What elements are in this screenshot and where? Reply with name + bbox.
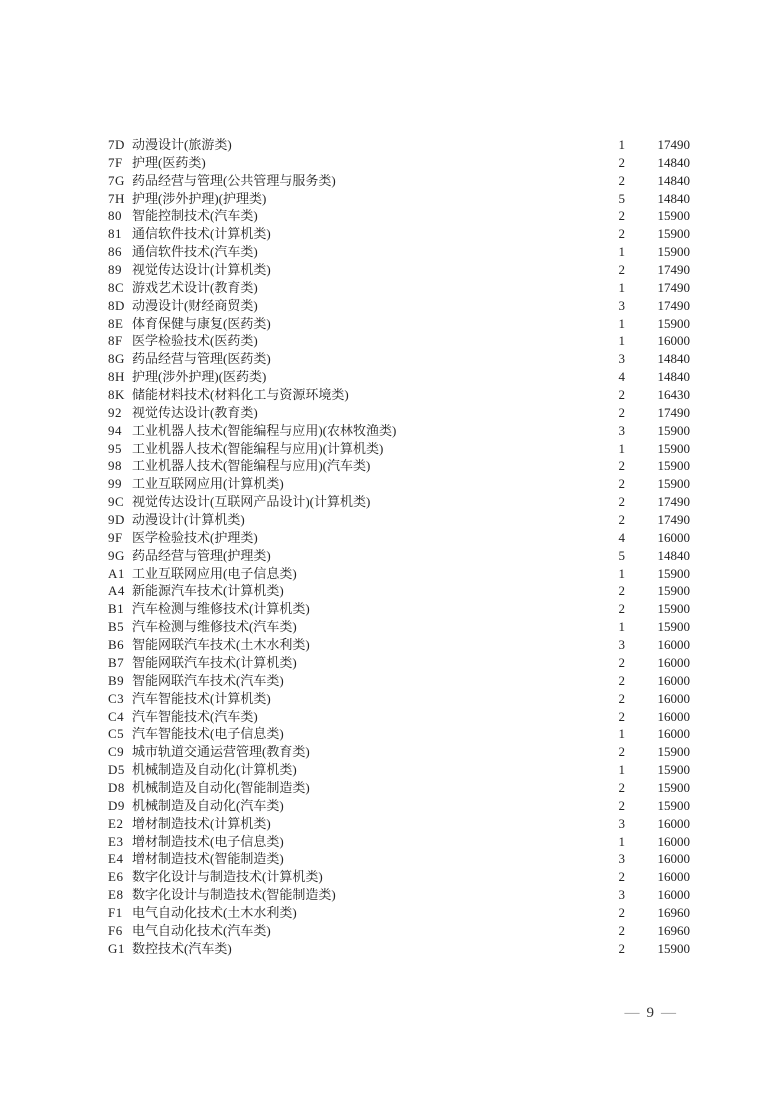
tuition-fee: 14840 [657, 172, 690, 188]
plan-count: 3 [618, 851, 625, 867]
plan-count: 3 [618, 815, 625, 831]
program-code: E2 [108, 815, 124, 831]
program-code: B1 [108, 601, 125, 617]
plan-count: 1 [618, 726, 625, 742]
plan-count: 3 [618, 887, 625, 903]
plan-count: 5 [618, 547, 625, 563]
program-code: 95 [108, 440, 122, 456]
program-code: C5 [108, 726, 125, 742]
tuition-fee: 16000 [657, 654, 690, 670]
program-code: 8D [108, 297, 125, 313]
table-row [108, 850, 690, 868]
footer-dash-left: — [624, 1005, 640, 1021]
plan-count: 2 [618, 226, 625, 242]
program-name: 视觉传达设计(互联网产品设计)(计算机类) [132, 494, 371, 510]
table-row [108, 457, 690, 475]
plan-count: 2 [618, 779, 625, 795]
plan-count: 5 [618, 190, 625, 206]
plan-count: 2 [618, 708, 625, 724]
tuition-fee: 14840 [657, 154, 690, 170]
table-row [108, 761, 690, 779]
tuition-fee: 16000 [657, 887, 690, 903]
table-row [108, 725, 690, 743]
table-row [108, 886, 690, 904]
tuition-fee: 16430 [657, 387, 690, 403]
program-code: 99 [108, 476, 122, 492]
program-code: 9G [108, 547, 125, 563]
program-code: E8 [108, 887, 124, 903]
program-name: 电气自动化技术(汽车类) [132, 922, 271, 938]
tuition-fee: 15900 [657, 565, 690, 581]
program-name: 通信软件技术(计算机类) [132, 226, 271, 242]
tuition-fee: 16000 [657, 690, 690, 706]
program-name: 城市轨道交通运营管理(教育类) [132, 744, 310, 760]
program-name: 智能网联汽车技术(汽车类) [132, 672, 284, 688]
table-row [108, 904, 690, 922]
tuition-fee: 15900 [657, 762, 690, 778]
program-name: 智能网联汽车技术(土木水利类) [132, 637, 310, 653]
plan-count: 1 [618, 440, 625, 456]
table-row [108, 797, 690, 815]
program-code: 8E [108, 315, 124, 331]
table-row [108, 350, 690, 368]
table-row [108, 404, 690, 422]
program-code: 8C [108, 279, 125, 295]
program-name: 医学检验技术(护理类) [132, 529, 258, 545]
plan-count: 1 [618, 762, 625, 778]
program-name: 增材制造技术(计算机类) [132, 815, 271, 831]
program-code: 9F [108, 529, 123, 545]
program-name: 动漫设计(旅游类) [132, 137, 232, 152]
table-row [108, 600, 690, 618]
table-row [108, 868, 690, 886]
plan-count: 2 [618, 262, 625, 278]
table-row [108, 815, 690, 833]
program-code: 86 [108, 244, 122, 260]
tuition-fee: 16000 [657, 333, 690, 349]
plan-count: 3 [618, 637, 625, 653]
plan-count: 2 [618, 869, 625, 885]
program-code: C4 [108, 708, 125, 724]
table-row [108, 654, 690, 672]
tuition-fee: 14840 [657, 547, 690, 563]
plan-count: 2 [618, 601, 625, 617]
table-row [108, 225, 690, 243]
tuition-fee: 17490 [657, 262, 690, 278]
program-code: B5 [108, 619, 125, 635]
tuition-fee: 17490 [657, 279, 690, 295]
table-row [108, 582, 690, 600]
tuition-fee: 17490 [657, 494, 690, 510]
table-row [108, 618, 690, 636]
tuition-fee: 15900 [657, 458, 690, 474]
tuition-fee: 17490 [657, 137, 690, 152]
program-name: 数控技术(汽车类) [132, 940, 232, 956]
program-code: A4 [108, 583, 125, 599]
table-row [108, 172, 690, 190]
program-name: 动漫设计(财经商贸类) [132, 297, 258, 313]
plan-count: 4 [618, 529, 625, 545]
program-code: B7 [108, 654, 125, 670]
program-code: 80 [108, 208, 122, 224]
tuition-fee: 16960 [657, 922, 690, 938]
table-row [108, 511, 690, 529]
tuition-fee: 15900 [657, 476, 690, 492]
program-name: 数字化设计与制造技术(计算机类) [132, 869, 323, 885]
tuition-fee: 17490 [657, 512, 690, 528]
program-code: 8G [108, 351, 125, 367]
plan-count: 2 [618, 940, 625, 956]
plan-count: 2 [618, 458, 625, 474]
program-name: 汽车检测与维修技术(计算机类) [132, 601, 310, 617]
tuition-fee: 16000 [657, 672, 690, 688]
page-number: 9 [646, 1005, 654, 1021]
program-name: 动漫设计(计算机类) [132, 512, 245, 528]
program-code: D9 [108, 797, 125, 813]
plan-count: 2 [618, 512, 625, 528]
plan-count: 2 [618, 208, 625, 224]
program-name: 储能材料技术(材料化工与资源环境类) [132, 387, 349, 403]
program-name: 电气自动化技术(土木水利类) [132, 904, 297, 920]
plan-count: 1 [618, 833, 625, 849]
tuition-fee: 17490 [657, 297, 690, 313]
table-row [108, 547, 690, 565]
program-name: 工业机器人技术(智能编程与应用)(汽车类) [132, 458, 371, 474]
program-code: D5 [108, 762, 125, 778]
program-code: C9 [108, 744, 125, 760]
table-row [108, 779, 690, 797]
plan-count: 1 [618, 333, 625, 349]
plan-count: 1 [618, 315, 625, 331]
table-row [108, 672, 690, 690]
tuition-fee: 16000 [657, 529, 690, 545]
program-code: 9D [108, 512, 125, 528]
tuition-fee: 15900 [657, 583, 690, 599]
plan-count: 1 [618, 137, 625, 152]
program-name: 护理(医药类) [132, 154, 206, 170]
program-fee-table [108, 136, 690, 958]
tuition-fee: 16000 [657, 851, 690, 867]
tuition-fee: 15900 [657, 940, 690, 956]
table-row [108, 422, 690, 440]
table-row [108, 636, 690, 654]
tuition-fee: 16960 [657, 904, 690, 920]
tuition-fee: 15900 [657, 440, 690, 456]
program-name: 机械制造及自动化(智能制造类) [132, 779, 310, 795]
program-name: 视觉传达设计(教育类) [132, 404, 258, 420]
plan-count: 1 [618, 619, 625, 635]
table-row [108, 261, 690, 279]
program-code: F1 [108, 904, 123, 920]
program-name: 医学检验技术(医药类) [132, 333, 258, 349]
program-name: 工业机器人技术(智能编程与应用)(农林牧渔类) [132, 422, 397, 438]
table-row [108, 207, 690, 225]
plan-count: 2 [618, 672, 625, 688]
program-code: 92 [108, 404, 122, 420]
tuition-fee: 15900 [657, 244, 690, 260]
table-row [108, 297, 690, 315]
plan-count: 2 [618, 387, 625, 403]
program-code: 89 [108, 262, 122, 278]
tuition-fee: 14840 [657, 351, 690, 367]
program-code: C3 [108, 690, 125, 706]
program-code: D8 [108, 779, 125, 795]
program-code: 9C [108, 494, 125, 510]
program-code: E3 [108, 833, 124, 849]
program-code: A1 [108, 565, 125, 581]
plan-count: 2 [618, 690, 625, 706]
tuition-fee: 14840 [657, 190, 690, 206]
program-code: 7G [108, 172, 125, 188]
program-name: 机械制造及自动化(计算机类) [132, 762, 297, 778]
tuition-fee: 15900 [657, 797, 690, 813]
plan-count: 2 [618, 172, 625, 188]
program-name: 药品经营与管理(护理类) [132, 547, 271, 563]
tuition-fee: 16000 [657, 708, 690, 724]
plan-count: 2 [618, 922, 625, 938]
program-code: B9 [108, 672, 125, 688]
program-code: 81 [108, 226, 122, 242]
table-row [108, 386, 690, 404]
program-name: 增材制造技术(电子信息类) [132, 833, 284, 849]
program-name: 增材制造技术(智能制造类) [132, 851, 284, 867]
program-name: 汽车智能技术(汽车类) [132, 708, 258, 724]
program-name: 工业机器人技术(智能编程与应用)(计算机类) [132, 440, 384, 456]
table-row [108, 940, 690, 958]
program-name: 汽车检测与维修技术(汽车类) [132, 619, 297, 635]
tuition-fee: 16000 [657, 815, 690, 831]
program-code: G1 [108, 940, 125, 956]
table-row [108, 243, 690, 261]
tuition-fee: 15900 [657, 619, 690, 635]
plan-count: 2 [618, 583, 625, 599]
tuition-fee: 16000 [657, 869, 690, 885]
table-row [108, 440, 690, 458]
table-row [108, 368, 690, 386]
plan-count: 3 [618, 422, 625, 438]
table-row [108, 190, 690, 208]
table-row [108, 475, 690, 493]
program-code: F6 [108, 922, 123, 938]
program-code: 8K [108, 387, 125, 403]
plan-count: 3 [618, 351, 625, 367]
program-name: 视觉传达设计(计算机类) [132, 262, 271, 278]
program-name: 工业互联网应用(计算机类) [132, 476, 284, 492]
program-name: 护理(涉外护理)(医药类) [132, 369, 267, 385]
program-code: 7D [108, 137, 125, 152]
plan-count: 2 [618, 744, 625, 760]
program-code: 7H [108, 190, 125, 206]
program-code: 94 [108, 422, 122, 438]
program-name: 药品经营与管理(公共管理与服务类) [132, 172, 336, 188]
tuition-fee: 15900 [657, 315, 690, 331]
plan-count: 4 [618, 369, 625, 385]
program-name: 机械制造及自动化(汽车类) [132, 797, 284, 813]
table-row [108, 493, 690, 511]
program-name: 体育保健与康复(医药类) [132, 315, 271, 331]
program-code: 98 [108, 458, 122, 474]
plan-count: 2 [618, 154, 625, 170]
plan-count: 2 [618, 404, 625, 420]
program-name: 工业互联网应用(电子信息类) [132, 565, 297, 581]
plan-count: 3 [618, 297, 625, 313]
tuition-fee: 15900 [657, 744, 690, 760]
table-row [108, 279, 690, 297]
program-name: 智能网联汽车技术(计算机类) [132, 654, 297, 670]
tuition-fee: 15900 [657, 422, 690, 438]
tuition-fee: 15900 [657, 601, 690, 617]
table-row [108, 154, 690, 172]
program-name: 通信软件技术(汽车类) [132, 244, 258, 260]
program-name: 新能源汽车技术(计算机类) [132, 583, 284, 599]
tuition-fee: 15900 [657, 226, 690, 242]
plan-count: 1 [618, 244, 625, 260]
program-code: B6 [108, 637, 125, 653]
footer-dash-right: — [661, 1005, 676, 1021]
program-name: 数字化设计与制造技术(智能制造类) [132, 887, 336, 903]
table-row [108, 332, 690, 350]
tuition-fee: 14840 [657, 369, 690, 385]
tuition-fee: 16000 [657, 833, 690, 849]
plan-count: 2 [618, 797, 625, 813]
tuition-fee: 15900 [657, 779, 690, 795]
program-name: 护理(涉外护理)(护理类) [132, 190, 267, 206]
table-row [108, 315, 690, 333]
tuition-fee: 17490 [657, 404, 690, 420]
program-code: E4 [108, 851, 124, 867]
program-name: 汽车智能技术(电子信息类) [132, 726, 284, 742]
table-row [108, 136, 690, 154]
program-name: 游戏艺术设计(教育类) [132, 279, 258, 295]
plan-count: 1 [618, 565, 625, 581]
plan-count: 2 [618, 494, 625, 510]
program-name: 药品经营与管理(医药类) [132, 351, 271, 367]
program-name: 汽车智能技术(计算机类) [132, 690, 271, 706]
program-code: E6 [108, 869, 124, 885]
table-row [108, 690, 690, 708]
program-name: 智能控制技术(汽车类) [132, 208, 258, 224]
tuition-fee: 15900 [657, 208, 690, 224]
program-code: 7F [108, 154, 123, 170]
table-row [108, 833, 690, 851]
program-code: 8H [108, 369, 125, 385]
plan-count: 2 [618, 904, 625, 920]
plan-count: 2 [618, 654, 625, 670]
tuition-fee: 16000 [657, 637, 690, 653]
page-footer [0, 1003, 676, 1023]
table-row [108, 708, 690, 726]
program-code: 8F [108, 333, 123, 349]
table-row [108, 565, 690, 583]
plan-count: 1 [618, 279, 625, 295]
table-row [108, 922, 690, 940]
tuition-fee: 16000 [657, 726, 690, 742]
plan-count: 2 [618, 476, 625, 492]
table-row [108, 529, 690, 547]
table-row [108, 743, 690, 761]
